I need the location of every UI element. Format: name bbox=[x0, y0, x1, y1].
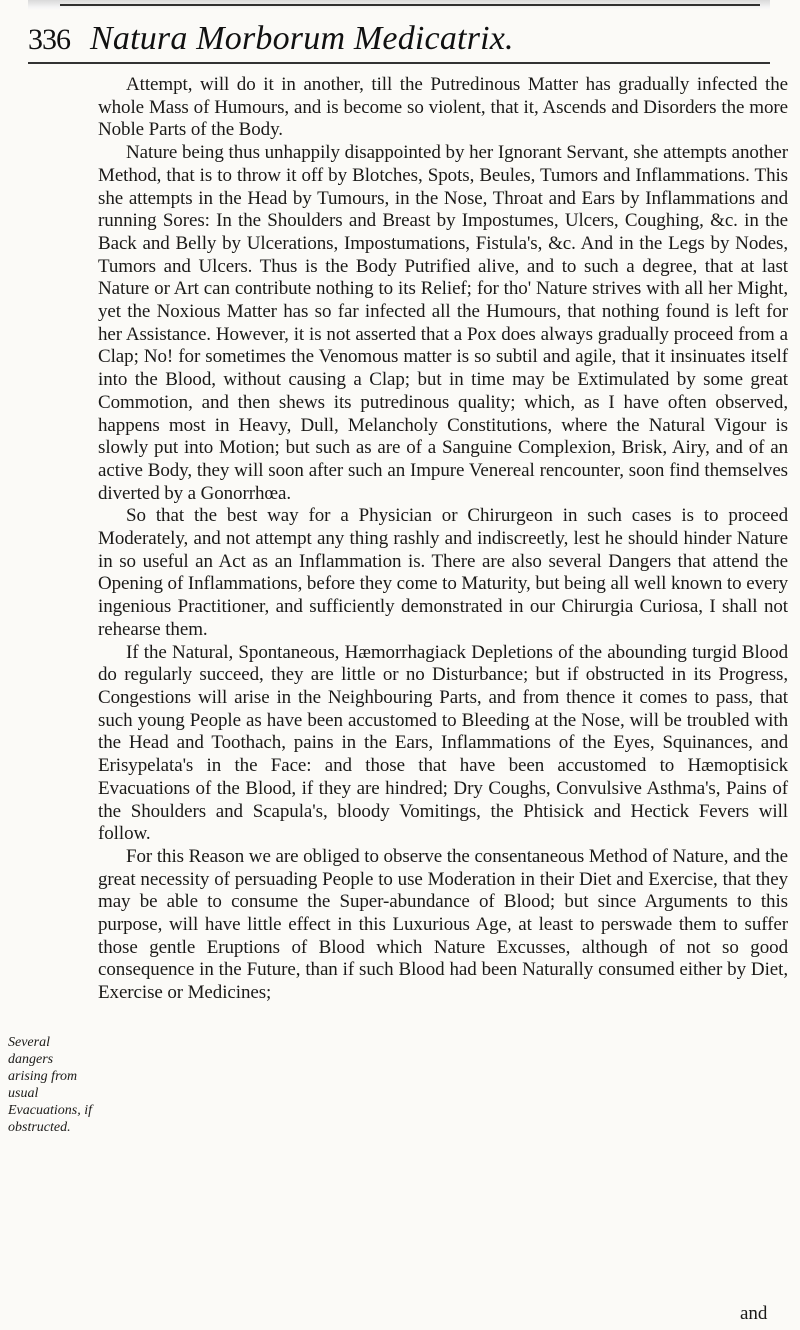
page-header bbox=[28, 20, 770, 60]
paragraph-2: Nature being thus unhappily disappointed by her Ignorant Servant, she attempts another Method, that is to throw it off by Blotches, Spots, Beules, Tumors and Inflammations. This she attempts in the Head by Tumours, in the Nose, Throat and Ears by Inflammations and running Sores: In the Shoulders and Breast by Impostumes, Ulcers, Coughing, &c. in the Back and Belly by Ulcerations, Impostumations, Fistula's, &c. And in the Legs by Nodes, Tumors and Ulcers. Thus is the Body Putrified alive, and to such a degree, that at last Nature or Art can contribute nothing to its Relief; for tho' Nature strives with all her Might, yet the Noxious Matter has so far infected all the Humours, that nothing found is left for her Assistance. However, it is not asserted that a Pox does always gradually proceed from a Clap; No! for sometimes the Venomous matter is so subtil and agile, that it insinuates itself into the Blood, without causing a Clap; but in time may be Extimulated by some great Commotion, and then shews its putredinous quality; which, as I have often observed, happens most in Heavy, Dull, Melancholy Constitutions, where the Natural Vigour is slowly put into Motion; but such as are of a Sanguine Complexion, Brisk, Airy, and of an active Body, they will soon after such an Impure Venereal rencounter, soon find themselves diverted by a Gonorrhœa. bbox=[98, 142, 788, 504]
paragraph-3: So that the best way for a Physician or Chirurgeon in such cases is to proceed Moderately, and not attempt any thing rashly and indiscreetly, lest he should hinder Nature in so useful an Act as an Inflammation is. There are also several Dangers that attend the Opening of Inflammations, before they come to Maturity, but being all well known to every ingenious Practitioner, and sufficiently demonstrated in our Chirurgia Curiosa, I shall not rehearse them. bbox=[98, 505, 788, 640]
marginal-note: Several dangers arising from usual Evacuations, if obstructed. bbox=[8, 1035, 92, 1135]
page-number: 336 bbox=[28, 23, 70, 56]
paragraph-5: For this Reason we are obliged to observe the consentaneous Method of Nature, and the great necessity of persuading People to use Moderation in their Diet and Exercise, that they may be able to consume the Super-abundance of Blood; but since Arguments to this purpose, will have little effect in this Luxurious Age, at least to perswade them to suffer those gentle Eruptions of Blood which Nature Excusses, although of not so good consequence in the Future, than if such Blood had been Naturally consumed either by Diet, Exercise or Medicines; bbox=[98, 845, 788, 1004]
paragraph-4: If the Natural, Spontaneous, Hæmorrhagiack Depletions of the abounding turgid Blood do regularly succeed, they are little or no Disturbance; but if obstructed in its Progress, Congestions will arise in the Neighbouring Parts, and from thence it comes to pass, that such young People as have been accustomed to Bleeding at the Nose, will be troubled with the Head and Toothach, pains in the Ears, Inflammations of the Eyes, Squinances, and Erisypelata's in the Face: and those that have been accustomed to Hæmoptisick Evacuations of the Blood, if they are hindred; Dry Coughs, Convulsive Asthma's, Pains of the Shoulders and Scapula's, bloody Vomitings, the Phtisick and Hectick Fevers will follow. bbox=[98, 641, 788, 845]
running-head: Natura Morborum Medicatrix. bbox=[90, 20, 514, 57]
main-text bbox=[98, 74, 788, 1005]
header-rule bbox=[28, 62, 770, 64]
paragraph-1: Attempt, will do it in another, till the Putredinous Matter has gradually infected the whole Mass of Humours, and is become so violent, that it, Ascends and Disorders the more Noble Parts of the Body. bbox=[98, 74, 788, 141]
catchword: and bbox=[740, 1303, 768, 1324]
top-edge-rule bbox=[60, 4, 760, 6]
